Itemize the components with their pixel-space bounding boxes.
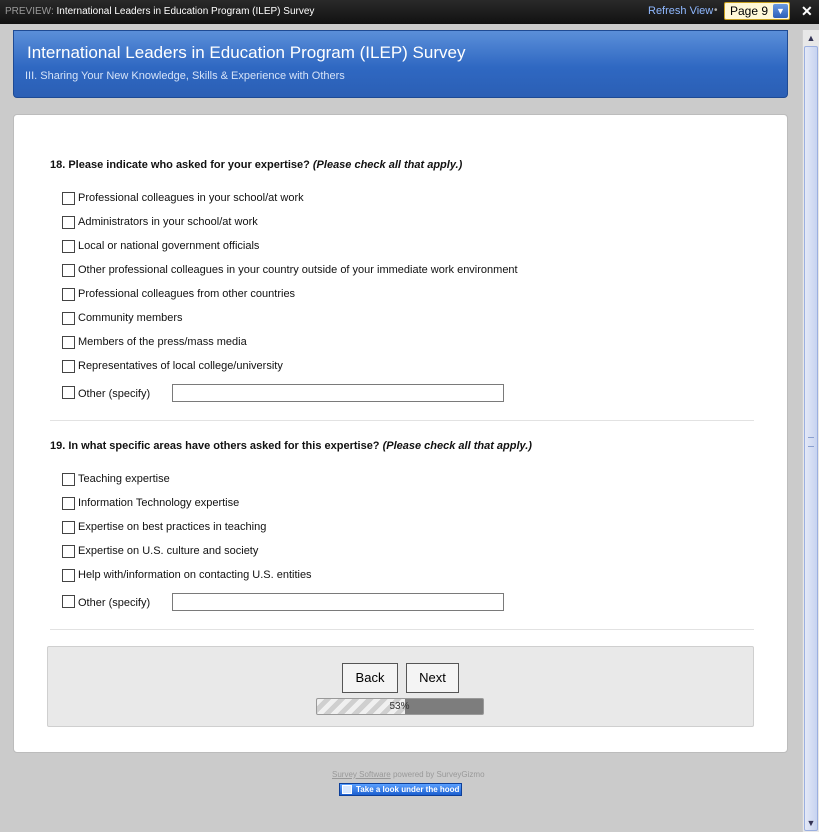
question-19-note: (Please check all that apply.): [382, 440, 532, 452]
checkbox[interactable]: [62, 595, 75, 608]
scroll-up-icon[interactable]: ▲: [806, 33, 816, 43]
checkbox[interactable]: [62, 216, 75, 229]
checkbox[interactable]: [62, 288, 75, 301]
vertical-scrollbar[interactable]: [802, 30, 819, 832]
scroll-down-icon[interactable]: ▼: [806, 818, 816, 828]
checkbox[interactable]: [62, 569, 75, 582]
progress-bar: [316, 698, 484, 715]
question-18-note: (Please check all that apply.): [312, 159, 463, 171]
checkbox[interactable]: [62, 336, 75, 349]
preview-bar: [0, 0, 819, 24]
chevron-down-icon[interactable]: ▼: [773, 4, 788, 18]
option-label: Members of the press/mass media: [78, 336, 247, 348]
preview-prefix: PREVIEW:: [5, 6, 54, 17]
page-select-value: Page 9: [730, 4, 769, 18]
option-label: Other (specify): [78, 388, 151, 400]
powered-by-text: powered by SurveyGizmo: [392, 770, 485, 779]
close-icon[interactable]: ✕: [801, 3, 813, 19]
back-button[interactable]: Back: [342, 663, 398, 693]
option-label: Other professional colleagues in your country outside of your immediate work environment: [78, 264, 518, 276]
survey-software-link[interactable]: Survey Software: [332, 770, 391, 779]
option-label: Local or national government officials: [78, 240, 260, 252]
grip-icon: [808, 437, 814, 447]
option-label: Expertise on best practices in teaching: [78, 521, 267, 533]
question-18-text: 18. Please indicate who asked for your expertise?: [50, 159, 310, 171]
window-icon: [342, 785, 352, 794]
option-label: Professional colleagues from other countries: [78, 288, 296, 300]
survey-header: [13, 30, 788, 98]
question-19: [50, 440, 532, 452]
question-19-text: 19. In what specific areas have others asked for this expertise?: [50, 440, 380, 452]
section-subtitle: III. Sharing Your New Knowledge, Skills & Experience with Others: [25, 70, 345, 82]
preview-label: [5, 6, 314, 17]
checkbox[interactable]: [62, 545, 75, 558]
option-label: Expertise on U.S. culture and society: [78, 545, 259, 557]
option-label: Teaching expertise: [78, 473, 170, 485]
q18-other-specify-input[interactable]: [172, 384, 504, 402]
divider: [50, 420, 754, 421]
under-the-hood-button[interactable]: [339, 783, 462, 796]
footer-credit: [332, 770, 485, 779]
checkbox[interactable]: [62, 521, 75, 534]
scrollbar-thumb[interactable]: [804, 46, 818, 831]
checkbox[interactable]: [62, 360, 75, 373]
checkbox[interactable]: [62, 497, 75, 510]
option-label: Other (specify): [78, 597, 151, 609]
checkbox[interactable]: [62, 312, 75, 325]
question-18: [50, 159, 462, 171]
option-label: Administrators in your school/at work: [78, 216, 258, 228]
refresh-view-link[interactable]: Refresh View: [648, 5, 714, 17]
divider: [50, 629, 754, 630]
next-button[interactable]: Next: [406, 663, 459, 693]
option-label: Representatives of local college/university: [78, 360, 283, 372]
page-select[interactable]: [724, 2, 790, 20]
option-label: Community members: [78, 312, 183, 324]
checkbox[interactable]: [62, 473, 75, 486]
under-the-hood-label: Take a look under the hood: [356, 785, 460, 794]
option-label: Help with/information on contacting U.S. entities: [78, 569, 312, 581]
checkbox[interactable]: [62, 264, 75, 277]
progress-percent: 53%: [389, 701, 410, 712]
survey-title: International Leaders in Education Program (ILEP) Survey: [27, 43, 466, 62]
checkbox[interactable]: [62, 192, 75, 205]
checkbox[interactable]: [62, 386, 75, 399]
option-label: Professional colleagues in your school/at work: [78, 192, 304, 204]
separator-dot: •: [714, 5, 718, 16]
option-label: Information Technology expertise: [78, 497, 240, 509]
checkbox[interactable]: [62, 240, 75, 253]
preview-title: International Leaders in Education Program (ILEP) Survey: [56, 6, 315, 17]
q19-other-specify-input[interactable]: [172, 593, 504, 611]
